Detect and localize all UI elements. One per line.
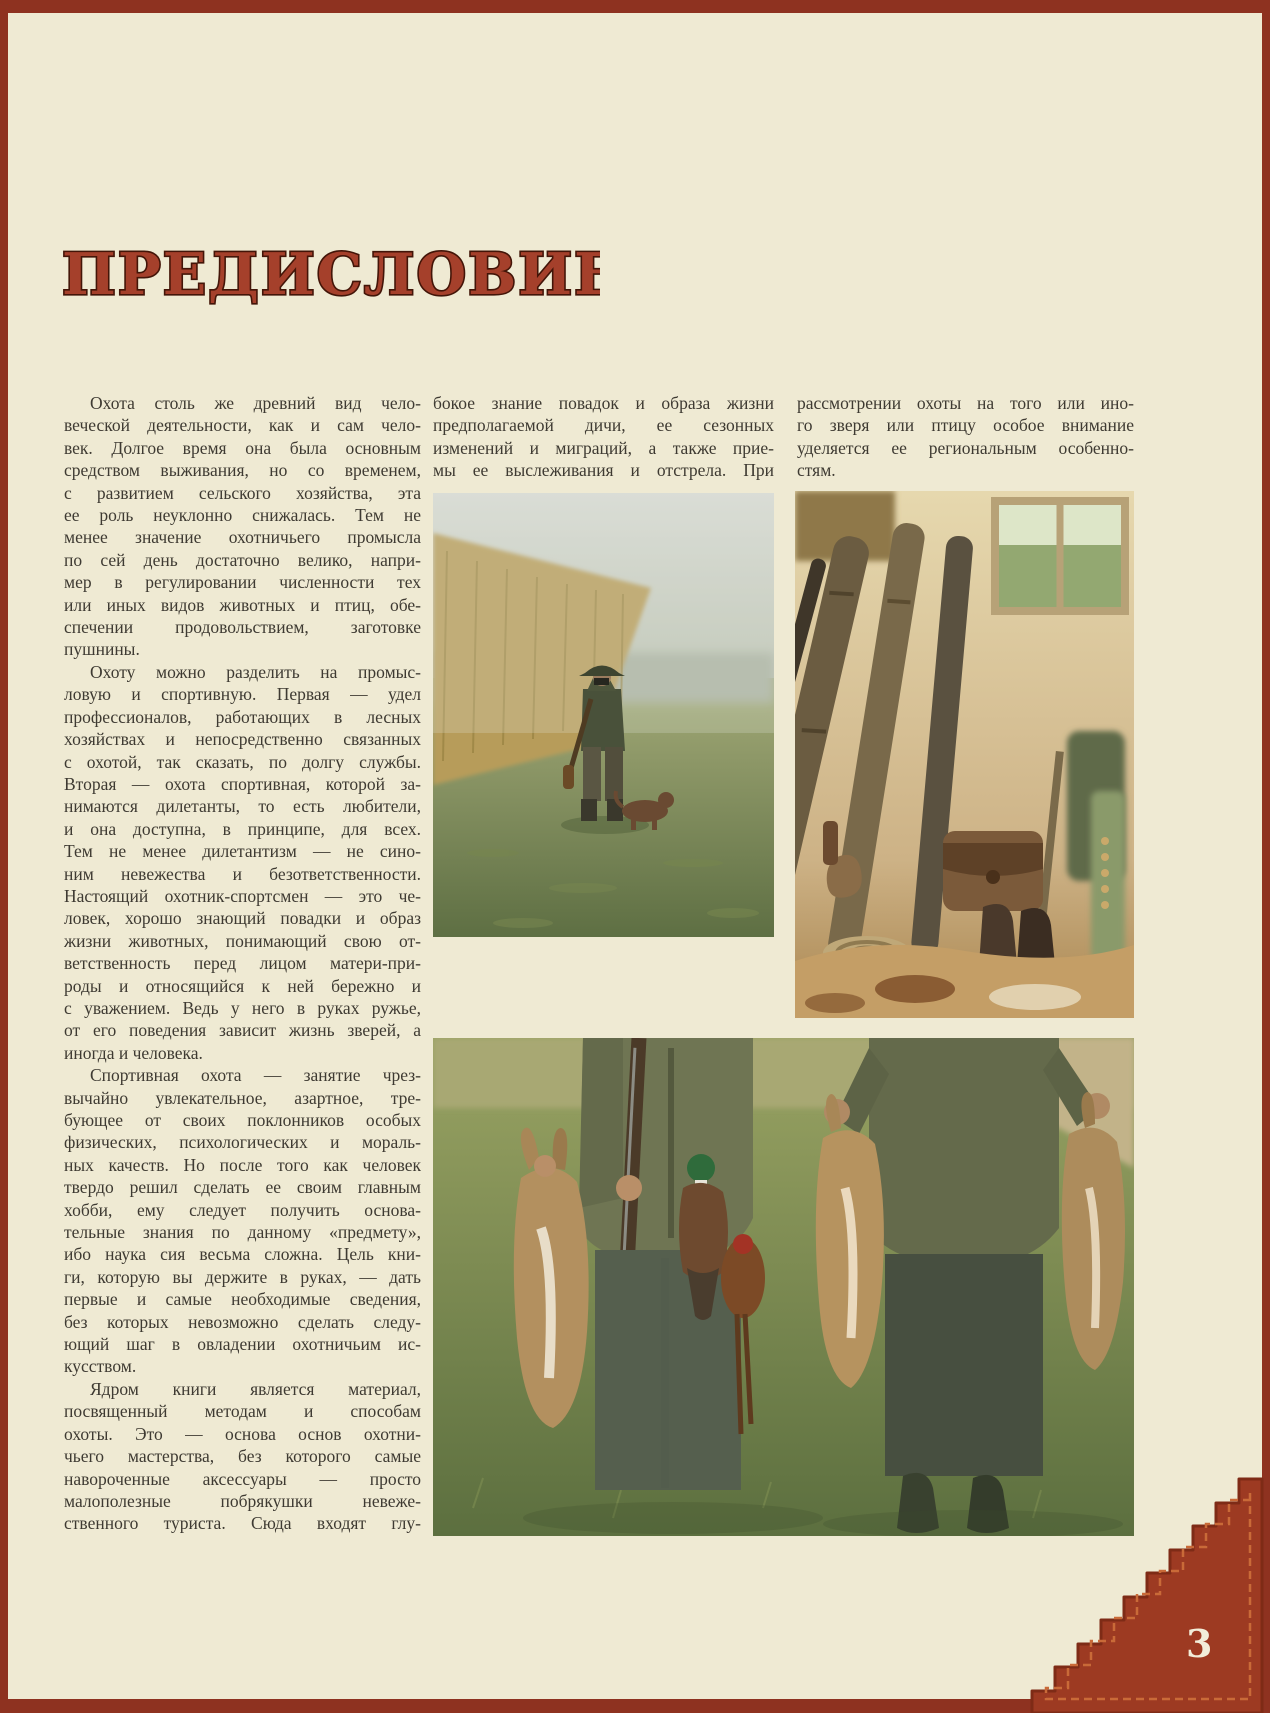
text-line: нимаются дилетанты, то есть любители,: [64, 796, 421, 817]
text-line: роды и относящийся к ней бережно и: [64, 975, 421, 996]
page-title-block: [60, 232, 600, 321]
text-line: кусством.: [64, 1356, 137, 1377]
text-line: уделяется ее региональным особенно-: [797, 437, 1134, 458]
text-line: менее значение охотничьего промысла: [64, 527, 421, 548]
text-line: чьего мастерства, без которого самые: [64, 1446, 421, 1467]
text-line: тельные знания по данному «предмету»,: [64, 1222, 421, 1243]
text-line: посвященный методам и способам: [64, 1401, 421, 1422]
text-line: ги, которую вы держите в руках, — дать: [64, 1266, 421, 1287]
text-line: Спортивная охота — занятие чрез-: [90, 1065, 421, 1086]
text-line: твердо решил сделать ее своим главным: [64, 1177, 421, 1198]
page-border-top: [0, 0, 1270, 13]
text-column-2: [433, 392, 774, 482]
text-line: навороченные аксессуары — просто: [64, 1468, 421, 1489]
text-line: или иных видов животных и птиц, обе-: [64, 594, 421, 615]
text-line: ибо наука сия весьма сложна. Цель кни-: [64, 1244, 421, 1265]
text-line: профессионалов, работающих в лесных: [64, 706, 421, 727]
text-line: спечении продовольствием, заготовке: [64, 617, 421, 638]
page-border-right: [1262, 0, 1270, 1713]
leather-bag: [943, 831, 1043, 911]
text-line: Тем не менее дилетантизм — не сино-: [64, 841, 421, 862]
window: [991, 497, 1129, 615]
text-line: первые и самые необходимые сведения,: [64, 1289, 421, 1310]
text-line: Охота столь же древний вид чело-: [90, 393, 421, 413]
text-line: ветственность перед лицом матери-при-: [64, 953, 421, 974]
text-line: вычайно увлекательное, азартное, тре-: [64, 1087, 421, 1108]
text-line: го зверя или птицу особое внимание: [797, 415, 1134, 436]
text-line: от его поведения зависит жизнь зверей, а: [64, 1020, 421, 1041]
text-line: пушнины.: [64, 639, 140, 660]
text-line: бокое знание повадок и образа жизни: [433, 393, 774, 413]
text-line: Вторая — охота спортивная, которой за-: [64, 773, 421, 794]
text-line: бующее от своих поклонников особых: [64, 1110, 421, 1130]
text-line: ловую и спортивную. Первая — удел: [64, 684, 421, 705]
text-line: ловек, хорошо знающий повадки и образ: [64, 908, 421, 929]
photo-hunter-with-binoculars: [433, 493, 774, 937]
page-border-left: [0, 0, 8, 1713]
text-line: охоты. Это — основа основ охотни-: [64, 1423, 421, 1444]
text-line: хозяйствах и непосредственно связанных: [64, 729, 421, 750]
text-line: веческой деятельности, как и сам чело-: [64, 415, 421, 436]
text-line: ственного туриста. Сюда входят глу-: [64, 1513, 421, 1534]
text-line: без которых невозможно сделать следу-: [64, 1311, 421, 1332]
text-line: жизни животных, понимающий свою от-: [64, 930, 421, 951]
text-line: изменений и миграций, а также прие-: [433, 437, 774, 458]
text-column-1: [64, 392, 421, 1535]
text-line: хобби, ему следует получить основа-: [64, 1199, 421, 1220]
text-line: Настоящий охотник-спортсмен — это че-: [64, 885, 421, 906]
text-line: предполагаемой дичи, ее сезонных: [433, 415, 774, 436]
text-line: рассмотрении охоты на того или ино-: [797, 393, 1134, 413]
page-number: 3: [1186, 1621, 1213, 1666]
text-line: век. Долгое время она была основным: [64, 437, 421, 458]
text-line: ных качеств. Но после того как человек: [64, 1154, 421, 1175]
text-line: Охоту можно разделить на промыс-: [90, 661, 421, 682]
text-line: и она доступна, в принципе, для всех.: [64, 818, 421, 839]
text-line: стям.: [797, 460, 836, 481]
corner-steps-shape: [1032, 1479, 1262, 1713]
page-title-art: [60, 232, 600, 316]
text-line: с уважением. Ведь у него в руках ружье,: [64, 997, 421, 1018]
text-line: мы ее выслеживания и отстрела. При: [433, 460, 774, 481]
text-line: ее роль неуклонно снижалась. Тем не: [64, 505, 421, 526]
text-line: малополезные побрякушки невеже-: [64, 1490, 421, 1511]
text-line: по сей день достаточно велико, напри-: [64, 549, 421, 570]
text-line: ним невежества и безответственности.: [64, 863, 421, 884]
text-column-3: [797, 392, 1134, 482]
text-line: иногда и человека.: [64, 1042, 203, 1063]
text-line: средством выживания, но со временем,: [64, 460, 421, 481]
photo-hunting-gear-still-life: [795, 491, 1134, 1018]
text-line: Ядром книги является материал,: [90, 1378, 421, 1399]
photo-hunters-with-game: [433, 1038, 1134, 1536]
text-line: физических, психологических и мораль-: [64, 1132, 421, 1153]
cow-hide-rug: [795, 945, 1134, 1018]
corner-ornament: [1000, 1467, 1270, 1713]
text-line: с развитием сельского хозяйства, эта: [64, 482, 421, 503]
page-title: ПРЕДИСЛОВИЕ: [62, 241, 600, 308]
text-line: ющий шаг в овладении охотничьим ис-: [64, 1334, 421, 1355]
text-line: мер в регулировании численности тех: [64, 572, 421, 593]
text-line: с охотой, так сказать, по долгу службы.: [64, 751, 421, 772]
